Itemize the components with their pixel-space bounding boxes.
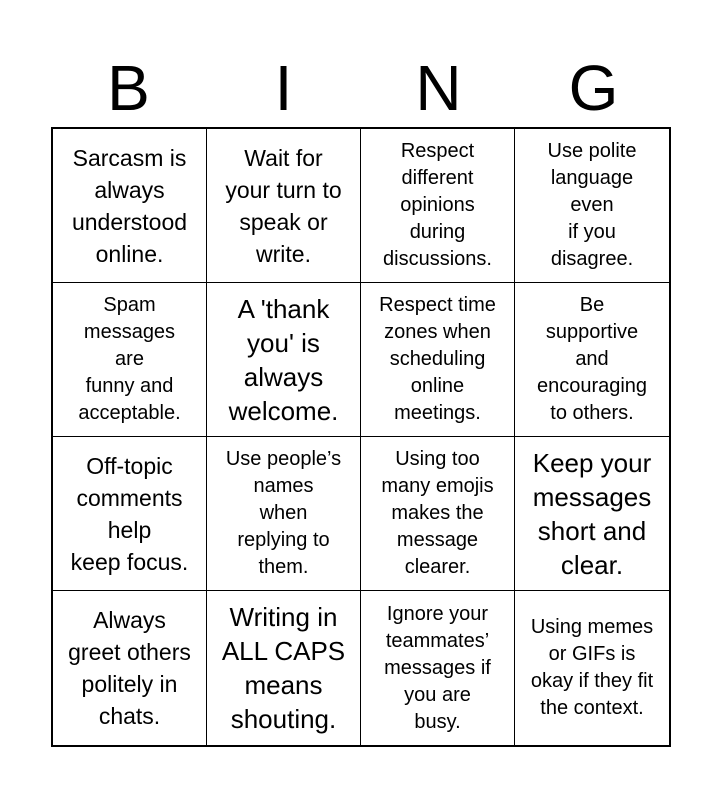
bingo-cell-text: Respect time zones when scheduling online meetings. [379, 294, 496, 424]
bingo-cell[interactable] [53, 129, 207, 283]
bingo-cell[interactable] [361, 437, 515, 591]
bingo-cell[interactable] [361, 283, 515, 437]
bingo-cell[interactable] [515, 437, 669, 591]
bingo-cell-text: Off-topic comments help keep focus. [70, 452, 189, 575]
bingo-cell-text: Using memes or GIFs is okay if they fit the context. [530, 616, 654, 719]
header-letter-n: N [415, 52, 462, 124]
bingo-cell-text: Be supportive and encouraging to others. [536, 294, 648, 424]
bingo-cell-text: Always greet others politely in chats. [68, 607, 191, 729]
bingo-cell[interactable] [53, 283, 207, 437]
bingo-cell[interactable] [515, 129, 669, 283]
bingo-cell-text: Sarcasm is always understood online. [71, 144, 188, 267]
bingo-cell[interactable] [515, 591, 669, 745]
bingo-board [51, 127, 671, 747]
bingo-cell[interactable] [207, 129, 361, 283]
header-letter-g: G [568, 52, 619, 124]
bingo-cell-text: Keep your messages short and clear. [532, 447, 652, 580]
bingo-cell-text: Respect different opinions during discussions. [383, 140, 492, 270]
bingo-cell[interactable] [361, 591, 515, 745]
bingo-cell-text: Writing in ALL CAPS means shouting. [221, 602, 346, 734]
bingo-cell-text: Ignore your teammates’ messages if you are busy. [384, 602, 491, 733]
bingo-cell[interactable] [361, 129, 515, 283]
bingo-cell-text: Using too many emojis makes the message clearer. [381, 448, 494, 578]
bingo-cell[interactable] [53, 437, 207, 591]
bingo-cell-text: Spam messages are funny and acceptable. [78, 294, 181, 424]
bingo-cell[interactable] [207, 283, 361, 437]
bingo-cell-text: Use people’s names when replying to them. [225, 448, 342, 578]
bingo-cell[interactable] [515, 283, 669, 437]
bingo-header [51, 52, 671, 124]
bingo-cell-text: Use polite language even if you disagree. [547, 140, 637, 270]
bingo-cell[interactable] [53, 591, 207, 745]
header-letter-i: I [274, 52, 293, 124]
bingo-cell[interactable] [207, 437, 361, 591]
bingo-cell[interactable] [207, 591, 361, 745]
bingo-cell-text: Wait for your turn to speak or write. [225, 144, 342, 267]
header-letter-b: B [107, 52, 150, 124]
bingo-cell-text: A 'thank you' is always welcome. [228, 293, 339, 426]
